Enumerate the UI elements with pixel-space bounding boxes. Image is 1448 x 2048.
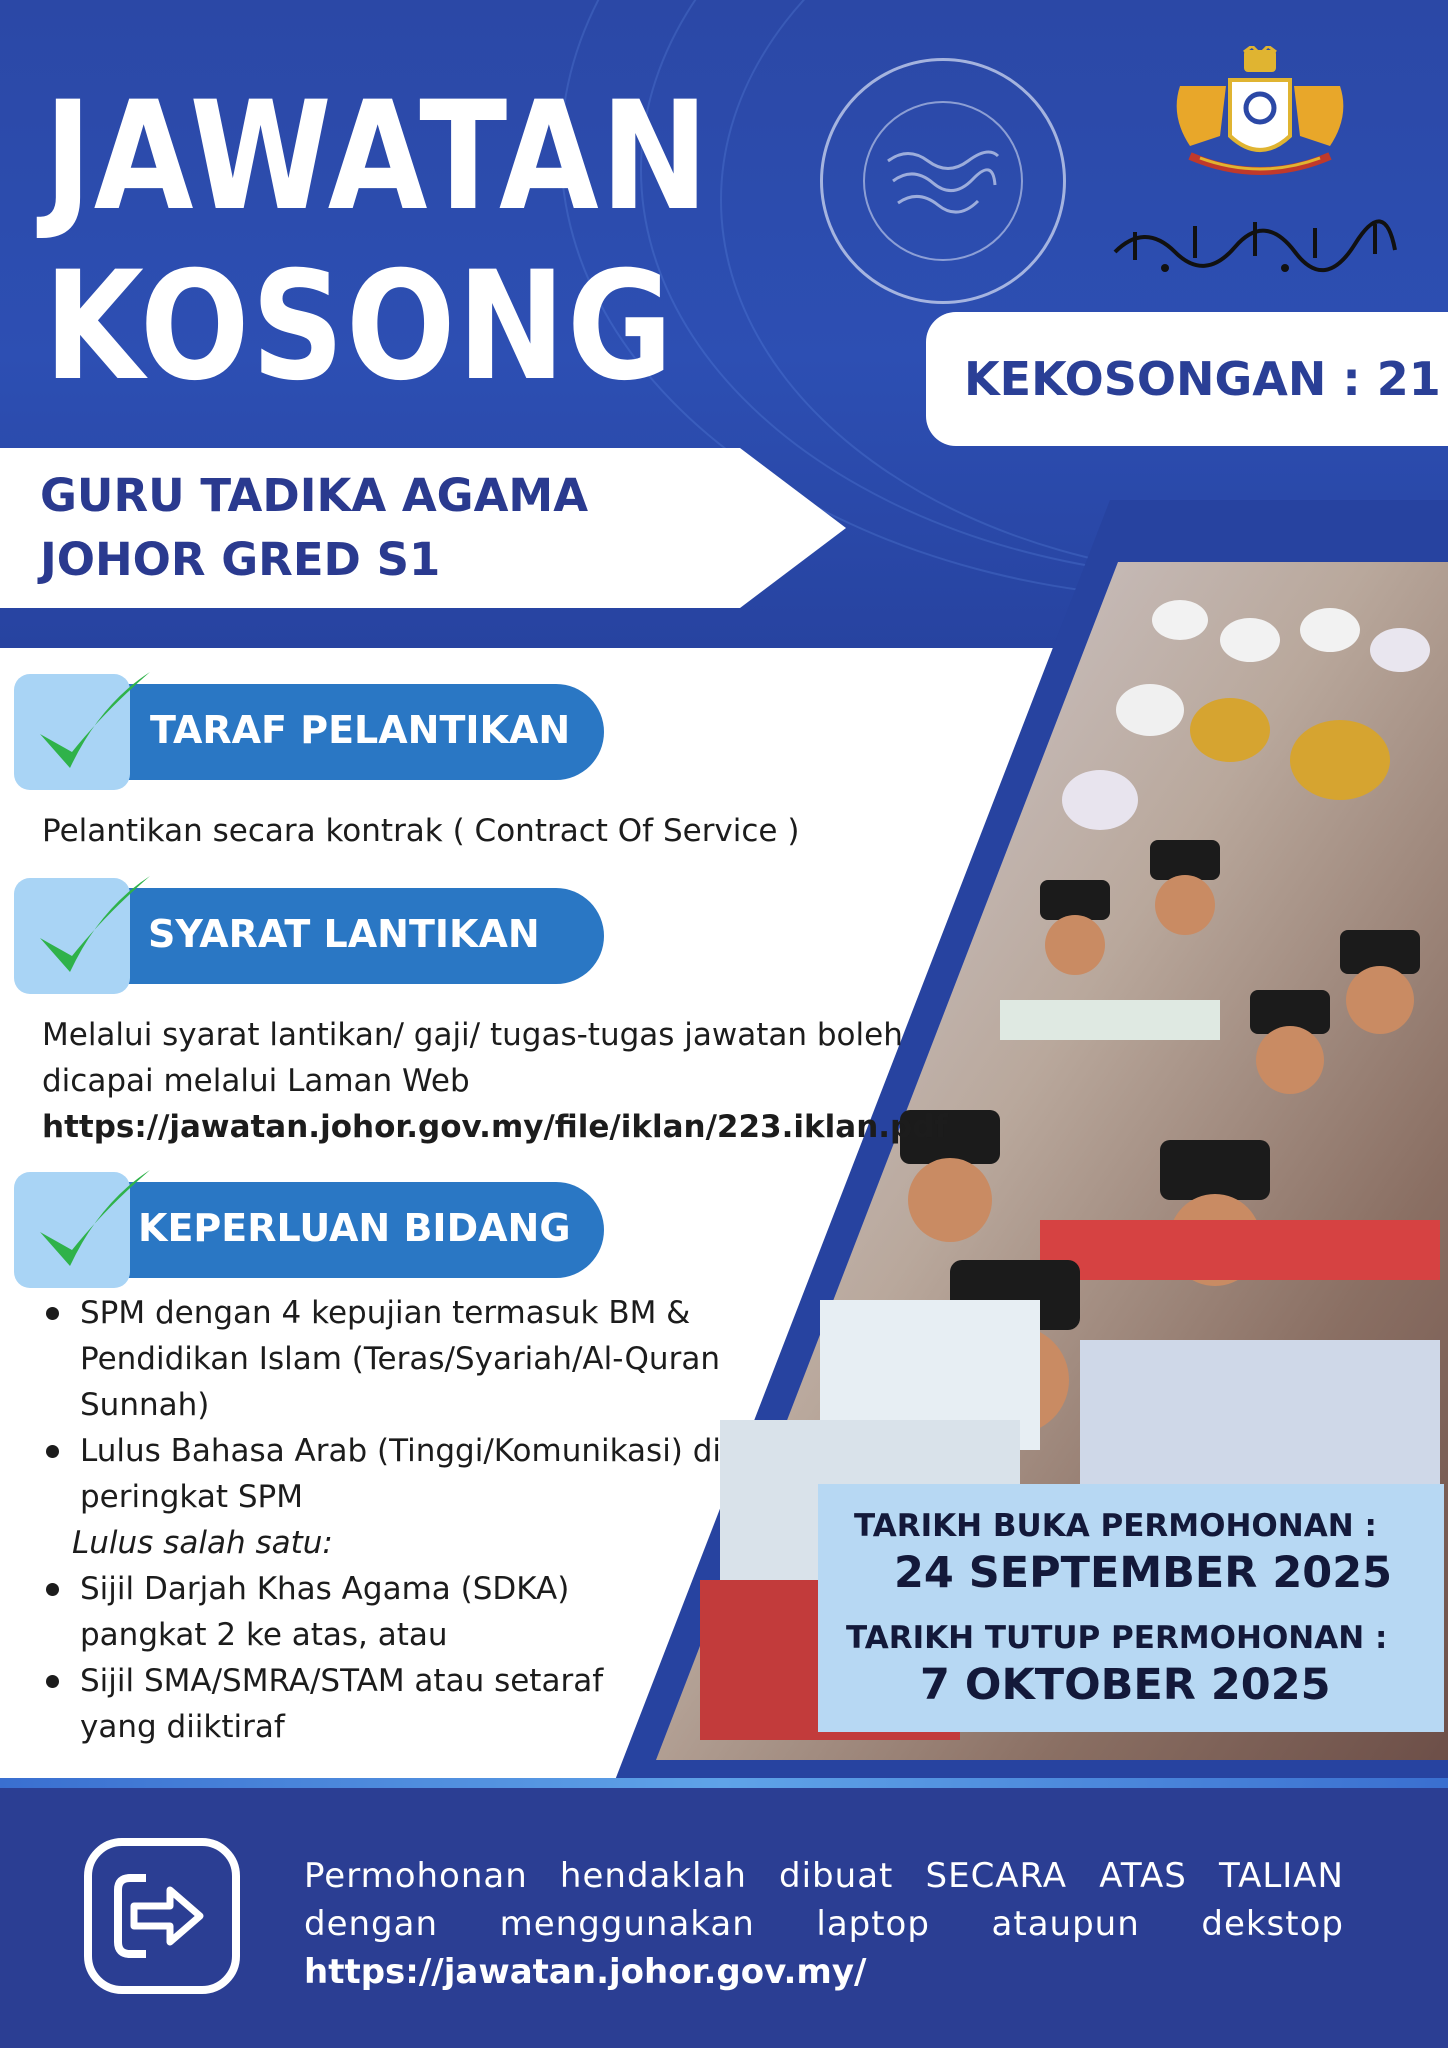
requirement-note: Lulus salah satu: — [72, 1525, 333, 1561]
syarat-url-link[interactable]: https://jawatan.johor.gov.my/file/iklan/223.iklan.pdf — [42, 1109, 948, 1145]
requirements-list — [42, 1290, 762, 1750]
section-keperluan-heading — [14, 1172, 594, 1288]
list-item — [42, 1428, 722, 1520]
footer-line2: dengan menggunakan laptop ataupun dekstop — [304, 1904, 1344, 1944]
check-icon — [30, 868, 156, 994]
vacancy-count: KEKOSONGAN : 21 — [964, 352, 1441, 406]
open-date-label: TARIKH BUKA PERMOHONAN : — [854, 1508, 1377, 1544]
list-item — [42, 1658, 662, 1750]
requirement-text: SPM dengan 4 kepujian termasuk BM & Pendidikan Islam (Teras/Syariah/Al-Quran Sunnah) — [80, 1295, 720, 1423]
section-syarat-body-line2: dicapai melalui Laman Web — [42, 1063, 470, 1099]
requirement-text: Sijil Darjah Khas Agama (SDKA) pangkat 2 ke atas, atau — [80, 1571, 570, 1653]
section-syarat-title: SYARAT LANTIKAN — [148, 912, 540, 956]
section-syarat-heading — [14, 878, 594, 994]
headline-line2: KOSONG — [44, 240, 675, 414]
job-title-line1: GURU TADIKA AGAMA — [40, 469, 589, 522]
footer-line1: Permohonan hendaklah dibuat SECARA ATAS TALIAN — [304, 1856, 1344, 1896]
open-date-value: 24 SEPTEMBER 2025 — [894, 1548, 1393, 1598]
section-taraf-heading — [14, 674, 594, 790]
footer-url-link[interactable]: https://jawatan.johor.gov.my/ — [304, 1952, 867, 1992]
login-arrow-icon — [82, 1836, 242, 1996]
close-date-label: TARIKH TUTUP PERMOHONAN : — [846, 1620, 1388, 1656]
section-keperluan-title: KEPERLUAN BIDANG — [138, 1206, 571, 1250]
section-taraf-body: Pelantikan secara kontrak ( Contract Of Service ) — [42, 813, 800, 849]
list-item — [42, 1566, 602, 1658]
footer-text — [304, 1852, 1344, 1996]
list-item — [42, 1290, 742, 1428]
date-box — [818, 1484, 1444, 1732]
close-date-value: 7 OKTOBER 2025 — [920, 1660, 1331, 1710]
requirement-text: Lulus Bahasa Arab (Tinggi/Komunikasi) di peringkat SPM — [80, 1433, 722, 1515]
job-title-line2: JOHOR GRED S1 — [40, 533, 441, 586]
section-syarat-body — [42, 1012, 948, 1150]
headline-line1: JAWATAN — [44, 70, 711, 244]
requirement-text: Sijil SMA/SMRA/STAM atau setaraf yang diiktiraf — [80, 1663, 604, 1745]
check-icon — [30, 664, 156, 790]
section-taraf-title: TARAF PELANTIKAN — [150, 708, 571, 752]
section-syarat-body-line1: Melalui syarat lantikan/ gaji/ tugas-tugas jawatan boleh — [42, 1017, 903, 1053]
